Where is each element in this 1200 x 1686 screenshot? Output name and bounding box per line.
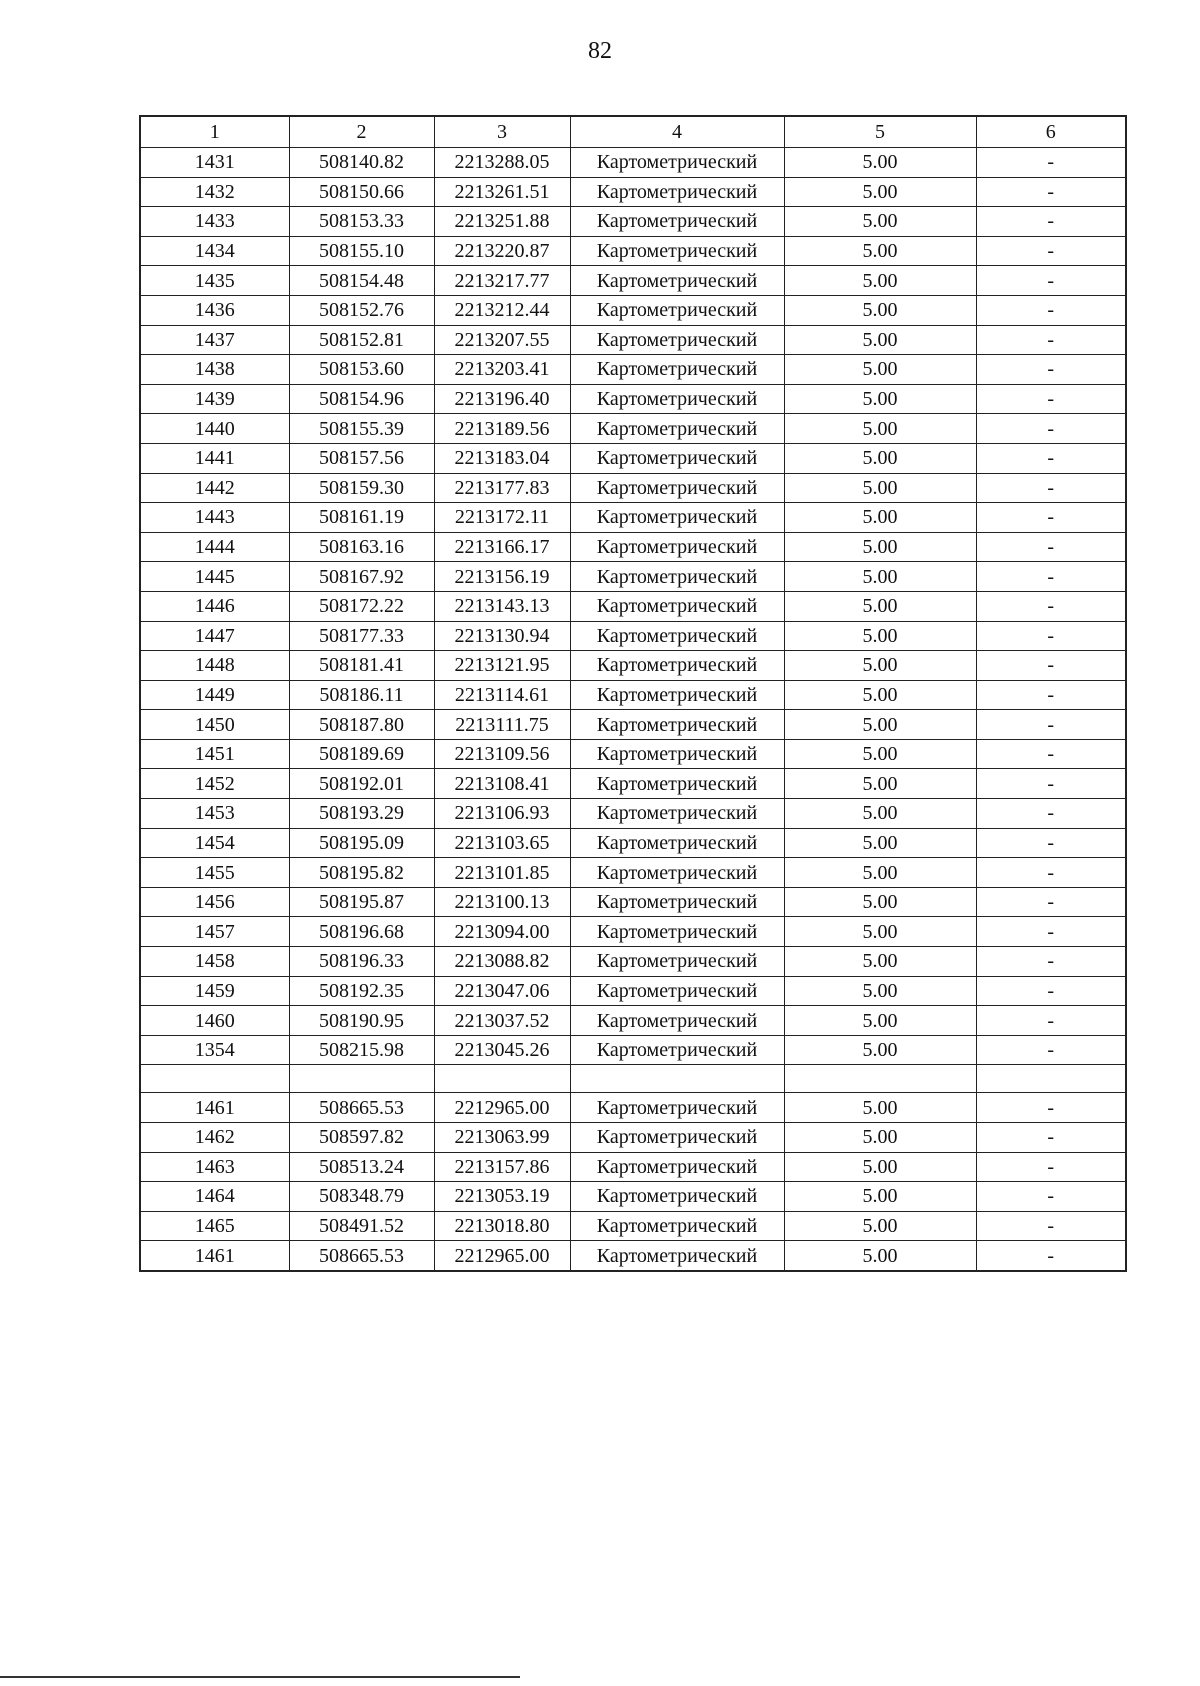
table-header-row	[140, 116, 1126, 148]
table-cell: 2213063.99	[434, 1123, 570, 1153]
table-cell: 2212965.00	[434, 1093, 570, 1123]
table-row	[140, 887, 1126, 917]
table-cell: 2213106.93	[434, 799, 570, 829]
table-cell: -	[976, 1152, 1126, 1182]
table-cell: 508190.95	[289, 1006, 434, 1036]
table-cell: 2213172.11	[434, 503, 570, 533]
table-cell: 5.00	[784, 858, 976, 888]
table-row	[140, 947, 1126, 977]
table-cell: -	[976, 739, 1126, 769]
table-cell: -	[976, 443, 1126, 473]
table-cell: 1458	[140, 947, 289, 977]
table-cell: Картометрический	[570, 236, 784, 266]
table-row	[140, 1182, 1126, 1212]
table-cell: 5.00	[784, 236, 976, 266]
table-cell: -	[976, 503, 1126, 533]
table-row	[140, 1065, 1126, 1093]
table-cell: 508195.87	[289, 887, 434, 917]
table-cell	[570, 1065, 784, 1093]
table-cell: 1445	[140, 562, 289, 592]
table-cell: 2213088.82	[434, 947, 570, 977]
table-cell: 5.00	[784, 947, 976, 977]
table-row	[140, 710, 1126, 740]
table-cell: Картометрический	[570, 680, 784, 710]
table-cell: 508181.41	[289, 651, 434, 681]
header-cell: 2	[289, 116, 434, 148]
table-cell: 508157.56	[289, 443, 434, 473]
table-body	[140, 116, 1126, 1271]
table-cell: 2213157.86	[434, 1152, 570, 1182]
header-cell: 4	[570, 116, 784, 148]
table-cell: Картометрический	[570, 1035, 784, 1065]
table-row	[140, 355, 1126, 385]
table-cell: Картометрический	[570, 266, 784, 296]
table-cell: -	[976, 414, 1126, 444]
table-cell: 2213047.06	[434, 976, 570, 1006]
table-cell: 1442	[140, 473, 289, 503]
table-cell: 2213183.04	[434, 443, 570, 473]
table-cell: Картометрический	[570, 858, 784, 888]
table-cell: 5.00	[784, 562, 976, 592]
table-cell: -	[976, 562, 1126, 592]
table-cell: 2212965.00	[434, 1241, 570, 1271]
table-cell: Картометрический	[570, 769, 784, 799]
table-row	[140, 562, 1126, 592]
table-cell: 2213207.55	[434, 325, 570, 355]
table-cell: 5.00	[784, 710, 976, 740]
table-row	[140, 1241, 1126, 1271]
header-cell: 1	[140, 116, 289, 148]
table-row	[140, 207, 1126, 237]
table-cell: 2213288.05	[434, 148, 570, 178]
table-cell: Картометрический	[570, 828, 784, 858]
table-row	[140, 1123, 1126, 1153]
table-cell: 5.00	[784, 1152, 976, 1182]
table-cell: 2213114.61	[434, 680, 570, 710]
table-cell: 508154.96	[289, 384, 434, 414]
table-cell: 2213094.00	[434, 917, 570, 947]
table-cell: Картометрический	[570, 947, 784, 977]
table-row	[140, 651, 1126, 681]
table-cell: -	[976, 207, 1126, 237]
table-cell: 1463	[140, 1152, 289, 1182]
table-cell: 2213121.95	[434, 651, 570, 681]
table-cell: 5.00	[784, 266, 976, 296]
table-cell: 2213217.77	[434, 266, 570, 296]
table-row	[140, 177, 1126, 207]
table-cell: Картометрический	[570, 148, 784, 178]
table-cell: -	[976, 858, 1126, 888]
table-row	[140, 858, 1126, 888]
table-cell: Картометрический	[570, 1093, 784, 1123]
table-row	[140, 532, 1126, 562]
table-cell: 2213103.65	[434, 828, 570, 858]
table-cell: Картометрический	[570, 532, 784, 562]
table-row	[140, 295, 1126, 325]
table-cell: 1441	[140, 443, 289, 473]
table-row	[140, 414, 1126, 444]
table-row	[140, 443, 1126, 473]
table-cell: -	[976, 887, 1126, 917]
table-row	[140, 591, 1126, 621]
table-cell: 5.00	[784, 443, 976, 473]
table-cell: Картометрический	[570, 651, 784, 681]
table-cell: Картометрический	[570, 1123, 784, 1153]
table-cell: 1457	[140, 917, 289, 947]
table-cell: 508348.79	[289, 1182, 434, 1212]
table-cell: 508195.82	[289, 858, 434, 888]
table-cell: 508163.16	[289, 532, 434, 562]
table-cell: 508150.66	[289, 177, 434, 207]
table-cell: Картометрический	[570, 1152, 784, 1182]
table-cell: Картометрический	[570, 1006, 784, 1036]
table-cell: 1448	[140, 651, 289, 681]
table-cell: 508187.80	[289, 710, 434, 740]
table-cell: 2213166.17	[434, 532, 570, 562]
table-cell: 508153.33	[289, 207, 434, 237]
table-cell: 508152.76	[289, 295, 434, 325]
table-cell: 2213143.13	[434, 591, 570, 621]
table-cell: 508193.29	[289, 799, 434, 829]
table-cell: 2213108.41	[434, 769, 570, 799]
page-number: 82	[588, 38, 612, 64]
table-cell: -	[976, 1211, 1126, 1241]
table-cell: 5.00	[784, 295, 976, 325]
table-cell: Картометрический	[570, 976, 784, 1006]
table-row	[140, 828, 1126, 858]
table-cell: 1461	[140, 1093, 289, 1123]
table-cell: Картометрический	[570, 917, 784, 947]
table-cell: 2213203.41	[434, 355, 570, 385]
table-row	[140, 325, 1126, 355]
table-cell: 1438	[140, 355, 289, 385]
table-cell: 2213018.80	[434, 1211, 570, 1241]
table-cell: 5.00	[784, 976, 976, 1006]
table-cell: 1437	[140, 325, 289, 355]
table-row	[140, 680, 1126, 710]
table-cell: Картометрический	[570, 503, 784, 533]
table-cell: Картометрический	[570, 355, 784, 385]
table-cell: 5.00	[784, 739, 976, 769]
table-cell: -	[976, 917, 1126, 947]
table-cell: 508215.98	[289, 1035, 434, 1065]
table-cell: Картометрический	[570, 325, 784, 355]
table-row	[140, 1211, 1126, 1241]
table-row	[140, 1093, 1126, 1123]
table-cell: 5.00	[784, 769, 976, 799]
table-cell: 5.00	[784, 207, 976, 237]
table-cell: -	[976, 1093, 1126, 1123]
table-cell: 1450	[140, 710, 289, 740]
table-cell: 5.00	[784, 828, 976, 858]
table-row	[140, 799, 1126, 829]
table-cell: -	[976, 236, 1126, 266]
table-cell: 5.00	[784, 591, 976, 621]
table-cell: 5.00	[784, 1035, 976, 1065]
table-cell: -	[976, 148, 1126, 178]
header-cell: 6	[976, 116, 1126, 148]
table-cell: Картометрический	[570, 384, 784, 414]
table-cell: 508665.53	[289, 1093, 434, 1123]
table-cell: 1455	[140, 858, 289, 888]
table-row	[140, 769, 1126, 799]
table-cell: 1447	[140, 621, 289, 651]
table-row	[140, 621, 1126, 651]
table-cell: -	[976, 473, 1126, 503]
table-cell: -	[976, 976, 1126, 1006]
table-cell: Картометрический	[570, 1211, 784, 1241]
table-cell: Картометрический	[570, 621, 784, 651]
table-cell: 5.00	[784, 355, 976, 385]
table-cell	[434, 1065, 570, 1093]
table-cell: 1354	[140, 1035, 289, 1065]
table-row	[140, 148, 1126, 178]
table-cell: 5.00	[784, 651, 976, 681]
table-cell: 508192.35	[289, 976, 434, 1006]
table-cell: -	[976, 769, 1126, 799]
table-cell: 5.00	[784, 384, 976, 414]
table-cell: -	[976, 828, 1126, 858]
table-cell: 2213053.19	[434, 1182, 570, 1212]
table-cell: 508161.19	[289, 503, 434, 533]
table-cell: -	[976, 710, 1126, 740]
table-cell: 1435	[140, 266, 289, 296]
table-cell: 508597.82	[289, 1123, 434, 1153]
table-cell: 508159.30	[289, 473, 434, 503]
table-cell: 508491.52	[289, 1211, 434, 1241]
table-cell: 2213100.13	[434, 887, 570, 917]
table-cell: 5.00	[784, 1093, 976, 1123]
table-cell: Картометрический	[570, 591, 784, 621]
table-cell: -	[976, 799, 1126, 829]
table-cell	[140, 1065, 289, 1093]
table-cell: 1459	[140, 976, 289, 1006]
table-cell: 1456	[140, 887, 289, 917]
table-cell: Картометрический	[570, 739, 784, 769]
table-cell: 5.00	[784, 887, 976, 917]
table-cell: 1462	[140, 1123, 289, 1153]
table-cell: Картометрический	[570, 414, 784, 444]
table-cell: 5.00	[784, 1123, 976, 1153]
table-cell: 5.00	[784, 799, 976, 829]
table-cell: -	[976, 947, 1126, 977]
table-cell: 1454	[140, 828, 289, 858]
table-cell: 2213212.44	[434, 295, 570, 325]
table-cell: 508186.11	[289, 680, 434, 710]
table-cell: 5.00	[784, 503, 976, 533]
table-cell: 2213196.40	[434, 384, 570, 414]
table-cell: 1461	[140, 1241, 289, 1271]
table-cell: -	[976, 680, 1126, 710]
table-cell: 1443	[140, 503, 289, 533]
table-cell: Картометрический	[570, 710, 784, 740]
table-cell: 1449	[140, 680, 289, 710]
coordinates-table	[139, 115, 1127, 1272]
table-cell: 1446	[140, 591, 289, 621]
table-cell: 508665.53	[289, 1241, 434, 1271]
table-cell: 508155.10	[289, 236, 434, 266]
table-cell: 5.00	[784, 473, 976, 503]
table-cell: 5.00	[784, 1006, 976, 1036]
table-cell: -	[976, 266, 1126, 296]
table-cell: 5.00	[784, 680, 976, 710]
table-cell: 508192.01	[289, 769, 434, 799]
table-cell: 1439	[140, 384, 289, 414]
table-cell: 1431	[140, 148, 289, 178]
table-cell: -	[976, 1006, 1126, 1036]
table-cell: Картометрический	[570, 295, 784, 325]
table-cell: 5.00	[784, 177, 976, 207]
table-cell: 508177.33	[289, 621, 434, 651]
table-cell: 508155.39	[289, 414, 434, 444]
table-row	[140, 739, 1126, 769]
table-cell: 1464	[140, 1182, 289, 1212]
table-row	[140, 473, 1126, 503]
footer-rule	[0, 1676, 520, 1678]
table-cell: -	[976, 1182, 1126, 1212]
table-row	[140, 1035, 1126, 1065]
table-cell: 508189.69	[289, 739, 434, 769]
table-cell: 1460	[140, 1006, 289, 1036]
table-cell: 5.00	[784, 325, 976, 355]
table-cell: -	[976, 651, 1126, 681]
table-cell: 1444	[140, 532, 289, 562]
table-cell: Картометрический	[570, 1241, 784, 1271]
table-cell: 1451	[140, 739, 289, 769]
table-cell: 2213177.83	[434, 473, 570, 503]
table-cell: Картометрический	[570, 887, 784, 917]
table-cell: 508195.09	[289, 828, 434, 858]
table-cell: 5.00	[784, 532, 976, 562]
table-cell: 508196.68	[289, 917, 434, 947]
table-cell: -	[976, 325, 1126, 355]
table-cell: 5.00	[784, 621, 976, 651]
table-cell: -	[976, 384, 1126, 414]
table-cell	[784, 1065, 976, 1093]
table-cell: 1440	[140, 414, 289, 444]
table-cell: Картометрический	[570, 562, 784, 592]
table-cell: Картометрический	[570, 443, 784, 473]
table-cell: 2213130.94	[434, 621, 570, 651]
table-cell: 508140.82	[289, 148, 434, 178]
table-cell: 5.00	[784, 414, 976, 444]
header-cell: 5	[784, 116, 976, 148]
table-cell: 508154.48	[289, 266, 434, 296]
table-cell: 2213111.75	[434, 710, 570, 740]
table-cell: 5.00	[784, 1211, 976, 1241]
table-cell: 1436	[140, 295, 289, 325]
table-cell: 5.00	[784, 148, 976, 178]
table-cell: 508153.60	[289, 355, 434, 385]
table-row	[140, 236, 1126, 266]
table-row	[140, 384, 1126, 414]
table-cell: 2213037.52	[434, 1006, 570, 1036]
table-cell: 508196.33	[289, 947, 434, 977]
table-cell	[289, 1065, 434, 1093]
table-cell: Картометрический	[570, 207, 784, 237]
table-row	[140, 1006, 1126, 1036]
table-cell: 2213220.87	[434, 236, 570, 266]
table-cell: -	[976, 1035, 1126, 1065]
table-cell: 1434	[140, 236, 289, 266]
table-cell: 1432	[140, 177, 289, 207]
table-row	[140, 1152, 1126, 1182]
table-cell: 508167.92	[289, 562, 434, 592]
table-cell: 2213045.26	[434, 1035, 570, 1065]
table-row	[140, 503, 1126, 533]
table-cell: 1452	[140, 769, 289, 799]
table-row	[140, 266, 1126, 296]
table-cell	[976, 1065, 1126, 1093]
table-cell: Картометрический	[570, 473, 784, 503]
table-cell: 1465	[140, 1211, 289, 1241]
table-cell: Картометрический	[570, 799, 784, 829]
table-cell: 508513.24	[289, 1152, 434, 1182]
table-cell: 2213261.51	[434, 177, 570, 207]
table-cell: 2213101.85	[434, 858, 570, 888]
table-cell: 2213109.56	[434, 739, 570, 769]
table-cell: -	[976, 177, 1126, 207]
table-cell: 2213251.88	[434, 207, 570, 237]
table-cell: Картометрический	[570, 177, 784, 207]
table-cell: -	[976, 1241, 1126, 1271]
table-cell: 5.00	[784, 1241, 976, 1271]
table-cell: 5.00	[784, 1182, 976, 1212]
table-cell: 2213156.19	[434, 562, 570, 592]
table-cell: -	[976, 621, 1126, 651]
table-cell: -	[976, 295, 1126, 325]
table-cell: 1453	[140, 799, 289, 829]
table-cell: 5.00	[784, 917, 976, 947]
table-cell: -	[976, 532, 1126, 562]
table-cell: 1433	[140, 207, 289, 237]
table-row	[140, 917, 1126, 947]
table-cell: -	[976, 355, 1126, 385]
table-cell: -	[976, 1123, 1126, 1153]
table-cell: 2213189.56	[434, 414, 570, 444]
table-row	[140, 976, 1126, 1006]
table-cell: 508172.22	[289, 591, 434, 621]
header-cell: 3	[434, 116, 570, 148]
table-cell: Картометрический	[570, 1182, 784, 1212]
table-cell: 508152.81	[289, 325, 434, 355]
table-cell: -	[976, 591, 1126, 621]
